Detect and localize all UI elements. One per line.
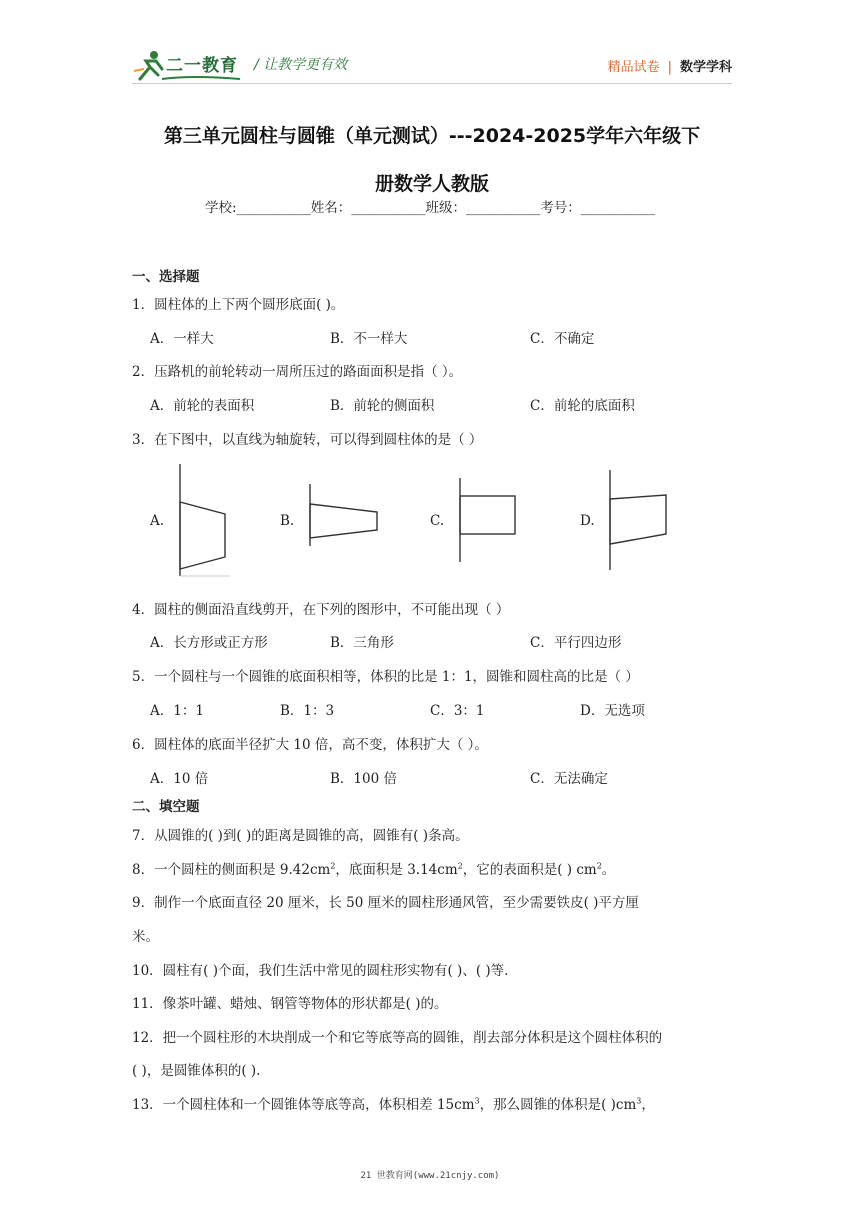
q3-label-c: C. xyxy=(430,513,445,529)
q8-part-1: 8．一个圆柱的侧面积是 9.42cm xyxy=(132,862,331,878)
q3-label-a: A. xyxy=(150,513,165,529)
q6-option-c: C．无法确定 xyxy=(530,771,608,787)
q3-figures xyxy=(150,462,710,582)
question-10: 10．圆柱有( )个面，我们生活中常见的圆柱形实物有( )、( )等. xyxy=(132,963,509,979)
q2-option-a: A．前轮的表面积 xyxy=(150,398,255,414)
question-5: 5．一个圆柱与一个圆锥的底面积相等，体积的比是 1：1，圆锥和圆柱高的比是（ ） xyxy=(132,669,639,685)
question-9-line-1: 9．制作一个底面直径 20 厘米，长 50 厘米的圆柱形通风管，至少需要铁皮( )平方厘 xyxy=(132,895,639,911)
q8-part-3: ，它的表面积是( ) cm xyxy=(462,862,597,878)
subject-tag xyxy=(608,56,732,75)
figure-d xyxy=(610,470,666,570)
figure-b xyxy=(310,484,377,546)
question-8 xyxy=(132,858,615,878)
q2-option-b: B．前轮的侧面积 xyxy=(330,398,435,414)
page-footer: 21 世教育网(www.21cnjy.com) xyxy=(360,1171,500,1181)
q13-superscript-2: 3 xyxy=(636,1096,642,1106)
slogan: / 让教学更有效 xyxy=(254,57,348,73)
section-fill-heading: 二、填空题 xyxy=(132,799,200,815)
q4-option-c: C．平行四边形 xyxy=(530,635,622,651)
q8-part-2: ，底面积是 3.14cm xyxy=(335,862,458,878)
q3-shapes-diagram xyxy=(150,462,710,582)
q1-option-b: B．不一样大 xyxy=(330,331,408,347)
q8-superscript-2: 2 xyxy=(457,861,463,871)
header-divider xyxy=(132,83,732,84)
q4-option-b: B．三角形 xyxy=(330,635,394,651)
q6-option-a: A．10 倍 xyxy=(150,771,209,787)
q2-option-c: C．前轮的底面积 xyxy=(530,398,635,414)
student-info-line: 学校:___________姓名：___________班级：___________考号：___________ xyxy=(204,200,656,216)
logo-text: 二一教育 xyxy=(166,56,238,76)
title-line-1: 第三单元圆柱与圆锥（单元测试）---2024-2025学年六年级下 xyxy=(163,125,701,147)
question-12-line-2: ( )，是圆锥体积的( ). xyxy=(132,1063,261,1079)
figure-c xyxy=(460,478,515,562)
page-title xyxy=(112,112,752,208)
question-13 xyxy=(132,1093,655,1113)
q13-part-2: ，那么圆锥的体积是( )cm xyxy=(479,1097,637,1113)
question-9-line-2: 米。 xyxy=(132,929,159,945)
q5-option-c: C．3：1 xyxy=(430,703,485,719)
q13-part-3: ， xyxy=(641,1097,655,1113)
q1-option-c: C．不确定 xyxy=(530,331,595,347)
tag-right: 数学学科 xyxy=(679,60,732,75)
q5-option-b: B．1：3 xyxy=(280,703,335,719)
q4-option-a: A．长方形或正方形 xyxy=(150,635,268,651)
q5-option-a: A．1：1 xyxy=(150,703,204,719)
q5-option-d: D．无选项 xyxy=(580,703,645,719)
q8-superscript-1: 2 xyxy=(330,861,336,871)
title-line-2: 册数学人教版 xyxy=(374,173,489,195)
q1-option-a: A．一样大 xyxy=(150,331,214,347)
q3-label-d: D. xyxy=(580,513,595,529)
figure-a xyxy=(180,464,230,576)
q8-part-4: 。 xyxy=(601,862,616,878)
question-3: 3．在下图中，以直线为轴旋转，可以得到圆柱体的是（ ） xyxy=(132,432,483,448)
section-choice-heading: 一、选择题 xyxy=(132,269,200,285)
question-1: 1．圆柱体的上下两个圆形底面( )。 xyxy=(132,297,345,313)
question-7: 7．从圆锥的( )到( )的距离是圆锥的高，圆锥有( )条高。 xyxy=(132,828,469,844)
tag-separator: | xyxy=(667,60,672,75)
page-header xyxy=(132,45,732,85)
question-2: 2．压路机的前轮转动一周所压过的路面面积是指（ ）。 xyxy=(132,364,463,380)
question-4: 4．圆柱的侧面沿直线剪开，在下列的图形中，不可能出现（ ） xyxy=(132,602,510,618)
q6-option-b: B．100 倍 xyxy=(330,771,397,787)
q3-label-b: B. xyxy=(280,513,295,529)
question-11: 11．像茶叶罐、蜡烛、钢管等物体的形状都是( )的。 xyxy=(132,996,448,1012)
q13-part-1: 13．一个圆柱体和一个圆锥体等底等高，体积相差 15cm xyxy=(132,1097,475,1113)
q13-superscript-1: 3 xyxy=(474,1096,480,1106)
tag-left: 精品试卷 xyxy=(607,60,660,75)
question-6: 6．圆柱体的底面半径扩大 10 倍，高不变，体积扩大（ ）。 xyxy=(132,737,488,753)
q8-superscript-3: 2 xyxy=(596,861,602,871)
question-12-line-1: 12．把一个圆柱形的木块削成一个和它等底等高的圆锥，削去部分体积是这个圆柱体积的 xyxy=(132,1030,663,1046)
